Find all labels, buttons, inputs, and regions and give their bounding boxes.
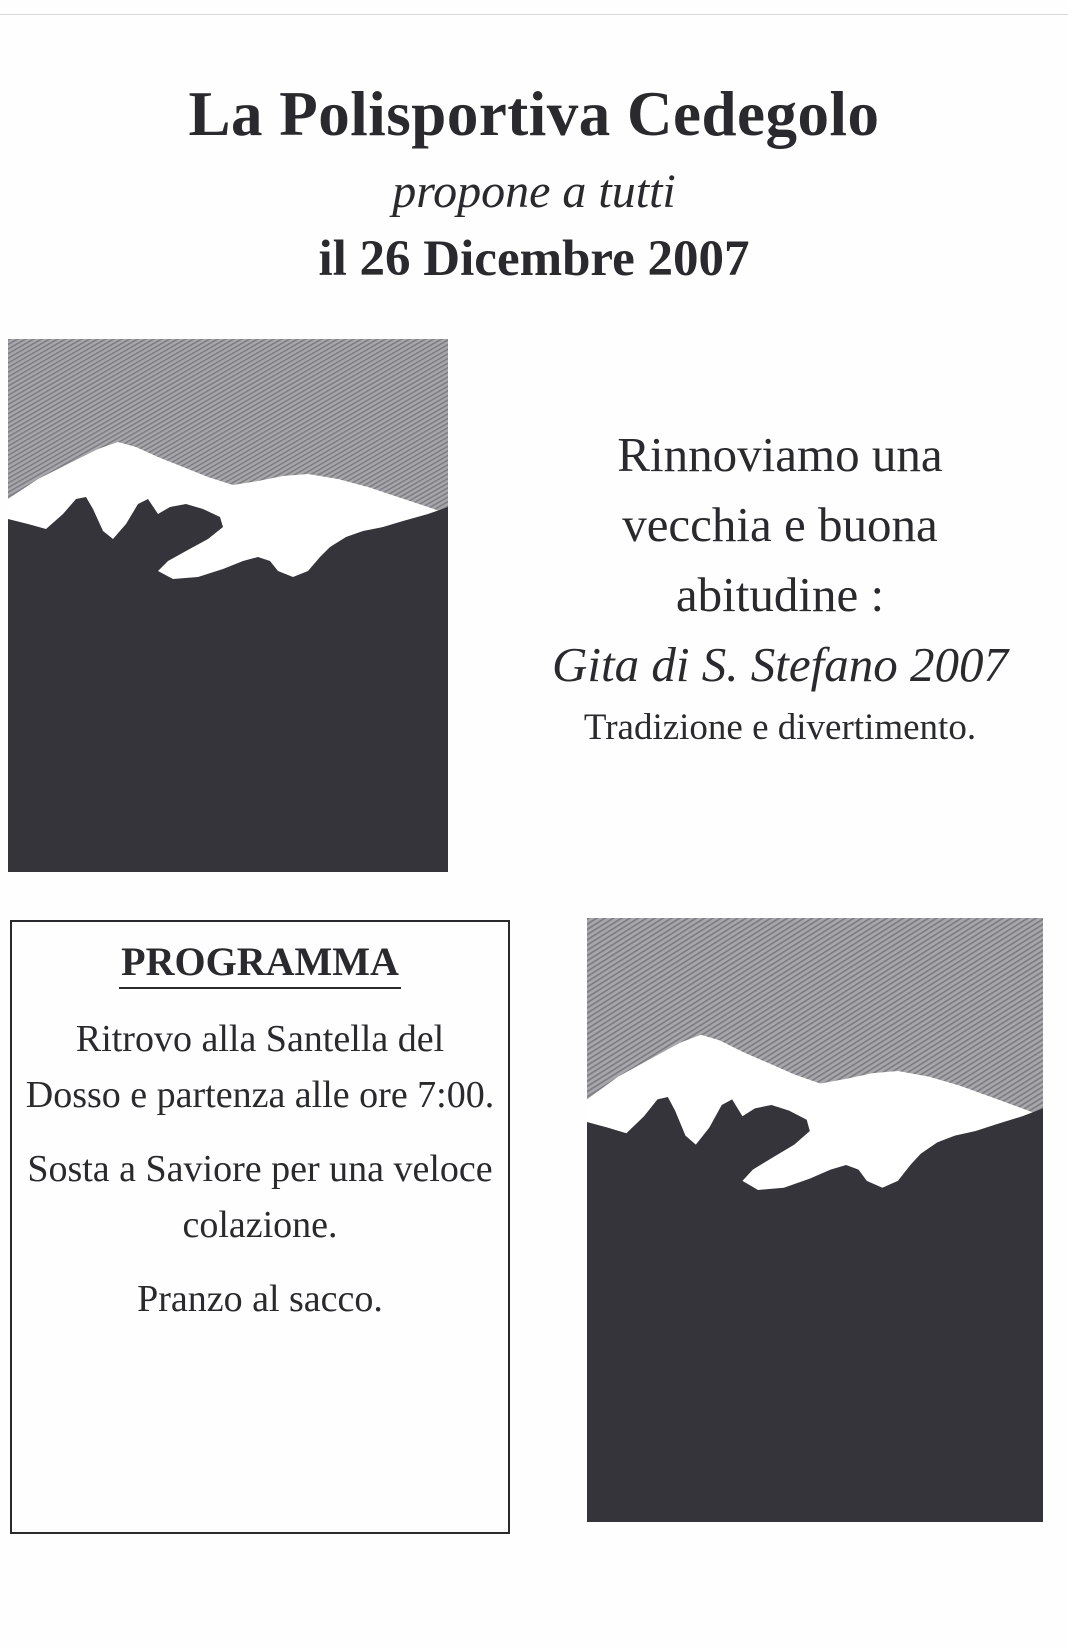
mountain-logo-icon <box>587 918 1043 1522</box>
event-name: Gita di S. Stefano 2007 <box>552 637 1008 692</box>
promo-line: abitudine : <box>675 567 885 622</box>
header <box>0 70 1068 294</box>
program-item: Sosta a Saviore per una veloce colazione. <box>27 1148 493 1246</box>
mountain-logo-icon <box>8 339 448 872</box>
program-item: Pranzo al sacco. <box>137 1278 383 1320</box>
program-item: Ritrovo alla Santella del Dosso e partenza alle ore 7:00. <box>25 1018 495 1116</box>
promo-line: vecchia e buona <box>622 497 938 552</box>
page-subtitle: propone a tutti <box>392 165 676 218</box>
promo-text <box>500 420 1060 756</box>
program-title: PROGRAMMA <box>119 938 401 989</box>
top-rule <box>0 14 1068 15</box>
page-title: La Polisportiva Cedegolo <box>188 79 880 149</box>
program-box <box>10 920 510 1534</box>
program-list <box>12 1011 508 1327</box>
event-date: il 26 Dicembre 2007 <box>318 231 750 287</box>
promo-tagline: Tradizione e divertimento. <box>583 707 977 748</box>
promo-line: Rinnoviamo una <box>617 427 943 482</box>
